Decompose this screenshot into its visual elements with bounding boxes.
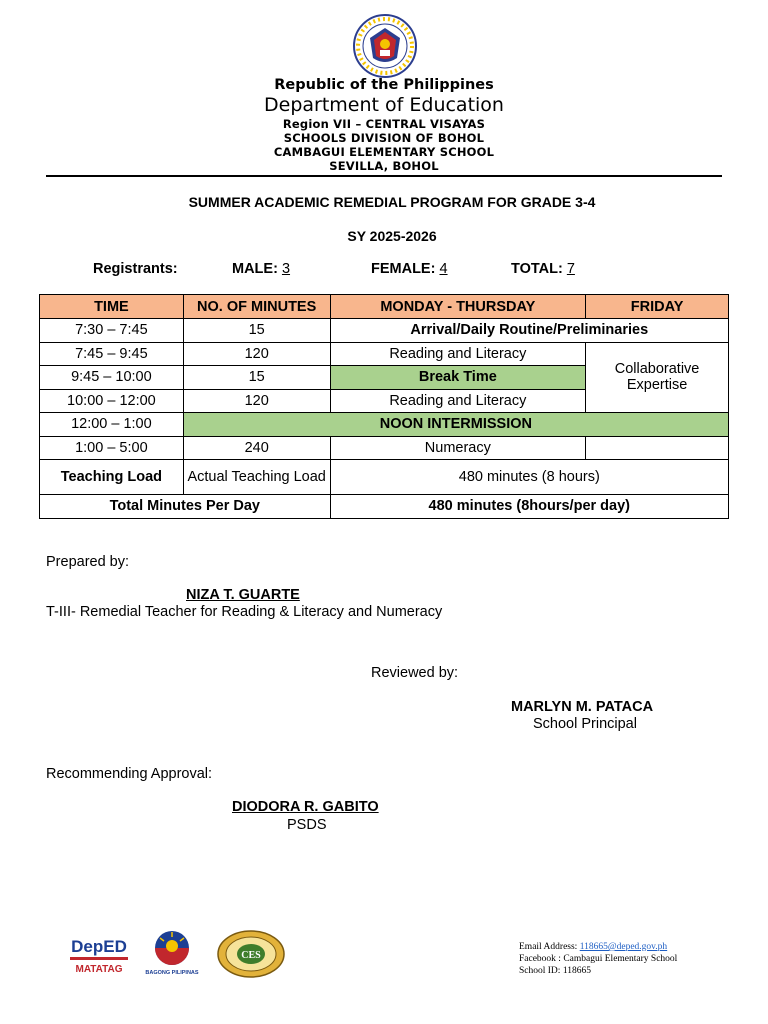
activity-cell: Reading and Literacy — [330, 389, 586, 413]
total-count: TOTAL: 7 — [511, 261, 575, 277]
total-minutes-label: Total Minutes Per Day — [40, 495, 331, 519]
division-heading: SCHOOLS DIVISION OF BOHOL — [283, 131, 485, 145]
registrants-label: Registrants: — [93, 261, 178, 277]
time-cell: 12:00 – 1:00 — [40, 413, 184, 437]
break-time-cell: Break Time — [330, 366, 586, 390]
reviewed-title: School Principal — [533, 716, 637, 732]
header-mon-thu: MONDAY - THURSDAY — [330, 295, 586, 319]
svg-text:MATATAG: MATATAG — [75, 964, 123, 975]
time-cell: 9:45 – 10:00 — [40, 366, 184, 390]
minutes-cell: 15 — [183, 319, 330, 343]
header-friday: FRIDAY — [586, 295, 729, 319]
female-count: FEMALE: 4 — [371, 261, 448, 277]
recommending-title: PSDS — [287, 817, 327, 833]
friday-cell — [586, 436, 729, 460]
header-minutes: NO. OF MINUTES — [183, 295, 330, 319]
svg-text:CES: CES — [241, 950, 261, 961]
school-heading: CAMBAGUI ELEMENTARY SCHOOL — [273, 145, 495, 159]
table-row — [40, 413, 729, 437]
male-count: MALE: 3 — [232, 261, 291, 277]
table-row — [40, 319, 729, 343]
table-row — [40, 495, 729, 519]
minutes-cell: 15 — [183, 366, 330, 390]
email-link[interactable]: 118665@deped.gov.ph — [579, 942, 668, 952]
teaching-load-value: 480 minutes (8 hours) — [330, 460, 728, 495]
program-title: SUMMER ACADEMIC REMEDIAL PROGRAM FOR GRADE 3-4 — [188, 194, 596, 210]
time-cell: 7:45 – 9:45 — [40, 342, 184, 366]
activity-cell: Arrival/Daily Routine/Preliminaries — [330, 319, 728, 343]
schedule-table — [39, 294, 729, 519]
prepared-title: T-III- Remedial Teacher for Reading & Literacy and Numeracy — [46, 604, 443, 620]
school-year: SY 2025-2026 — [347, 228, 437, 244]
table-row — [40, 436, 729, 460]
bagong-pilipinas-logo — [142, 928, 202, 978]
header-time: TIME — [40, 295, 184, 319]
reviewed-name: MARLYN M. PATACA — [511, 699, 654, 715]
minutes-cell: 240 — [183, 436, 330, 460]
svg-text:DepED: DepED — [71, 937, 127, 956]
total-minutes-value: 480 minutes (8hours/per day) — [330, 495, 728, 519]
header-divider — [46, 175, 722, 177]
friday-cell: Collaborative Expertise — [586, 342, 729, 413]
deped-seal-logo — [350, 14, 420, 78]
time-cell: 1:00 – 5:00 — [40, 436, 184, 460]
minutes-cell: 120 — [183, 342, 330, 366]
republic-heading: Republic of the Philippines — [274, 77, 494, 93]
actual-teaching-load-cell: Actual Teaching Load — [183, 460, 330, 495]
time-cell: 10:00 – 12:00 — [40, 389, 184, 413]
activity-cell: Numeracy — [330, 436, 586, 460]
minutes-cell: 120 — [183, 389, 330, 413]
recommending-label: Recommending Approval: — [46, 766, 213, 782]
reviewed-label: Reviewed by: — [371, 665, 459, 681]
region-heading: Region VII – CENTRAL VISAYAS — [282, 117, 486, 131]
cambagui-school-logo — [217, 930, 285, 978]
prepared-name: NIZA T. GUARTE — [186, 587, 300, 603]
table-header-row — [40, 295, 729, 319]
svg-text:BAGONG PILIPINAS: BAGONG PILIPINAS — [145, 970, 199, 976]
recommending-name: DIODORA R. GABITO — [232, 799, 379, 815]
contact-info — [519, 941, 677, 977]
location-heading: SEVILLA, BOHOL — [329, 159, 439, 173]
table-row — [40, 460, 729, 495]
prepared-label: Prepared by: — [46, 554, 130, 570]
activity-cell: Reading and Literacy — [330, 342, 586, 366]
email-line: Email Address: 118665@deped.gov.ph — [519, 942, 668, 952]
school-id-line: School ID: 118665 — [519, 966, 591, 976]
teaching-load-label: Teaching Load — [40, 460, 184, 495]
deped-matatag-logo — [68, 932, 130, 978]
department-heading: Department of Education — [264, 94, 504, 116]
time-cell: 7:30 – 7:45 — [40, 319, 184, 343]
noon-intermission-cell: NOON INTERMISSION — [183, 413, 728, 437]
table-row — [40, 342, 729, 366]
facebook-line: Facebook : Cambagui Elementary School — [519, 954, 678, 964]
